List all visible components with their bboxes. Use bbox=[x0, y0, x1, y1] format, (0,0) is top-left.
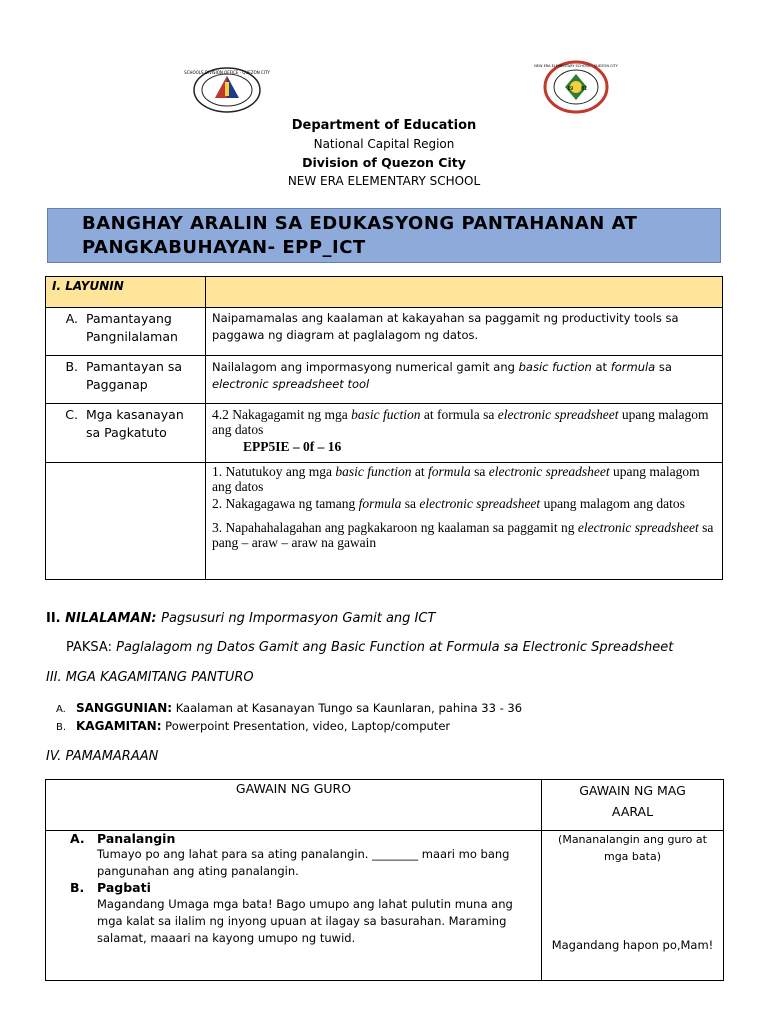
col-teacher-header: GAWAIN NG GURO bbox=[46, 780, 542, 831]
student-response-2: Magandang hapon po,Mam! bbox=[551, 938, 714, 952]
objectives-heading: I. LAYUNIN bbox=[46, 277, 206, 308]
title-line-2: PANGKABUHAYAN- EPP_ICT bbox=[82, 237, 366, 258]
header-region: National Capital Region bbox=[313, 137, 455, 151]
objective-letter: B. bbox=[65, 359, 78, 374]
materials-heading: III. MGA KAGAMITANG PANTURO bbox=[46, 670, 254, 685]
step-b-title: B. Pagbati bbox=[70, 880, 151, 895]
procedure-body-row bbox=[46, 831, 724, 981]
objective-letter: A. bbox=[65, 311, 78, 326]
paksa-value: Paglalagom ng Datos Gamit ang Basic Function at Formula sa Electronic Spreadsheet bbox=[116, 640, 674, 655]
objective-row-c bbox=[46, 404, 723, 463]
objective-row-b bbox=[46, 356, 723, 404]
header-division: Division of Quezon City bbox=[302, 155, 466, 170]
seal-year-right: 81 bbox=[581, 86, 588, 92]
objective-content-a: Naipamamalas ang kaalaman at kakayahan sa paggamit ng productivity tools sa paggawa ng diagram at paglalagom ng datos. bbox=[206, 308, 723, 356]
student-response-1: (Mananalangin ang guro at mga bata) bbox=[558, 833, 707, 863]
objective-label-text: Mga kasanayan sa Pagkatuto bbox=[86, 407, 184, 440]
lesson-plan-title bbox=[47, 208, 721, 263]
division-office-seal bbox=[184, 66, 270, 114]
specific-objective-1: 1. Natutukoy ang mga basic function at formula sa electronic spreadsheet upang malagom ang datos bbox=[212, 464, 700, 494]
school-seal bbox=[534, 60, 618, 114]
objectives-header-row bbox=[46, 277, 723, 308]
procedure-heading: IV. PAMAMARAAN bbox=[46, 749, 159, 764]
objective-label-text: Pamantayang Pangnilalaman bbox=[86, 311, 178, 344]
header-department: Department of Education bbox=[291, 118, 477, 133]
objective-label-b bbox=[46, 356, 206, 404]
objective-letter: C. bbox=[65, 407, 78, 422]
objectives-table bbox=[45, 276, 723, 580]
objective-content-c: 4.2 Nakagagamit ng mga basic fuction at formula sa electronic spreadsheet upang malagom ang datos EPP5IE – 0f – 16 bbox=[206, 404, 723, 463]
teacher-activities bbox=[46, 831, 542, 981]
materials-item-a: A. SANGGUNIAN: Kaalaman at Kasanayan Tungo sa Kaunlaran, pahina 33 - 36 bbox=[56, 701, 523, 715]
materials-item-b: B. KAGAMITAN: Powerpoint Presentation, video, Laptop/computer bbox=[56, 719, 451, 733]
content-value: Pagsusuri ng Impormasyon Gamit ang ICT bbox=[161, 611, 436, 626]
content-section: II. NILALAMAN: Pagsusuri ng Impormasyon Gamit ang ICT bbox=[46, 611, 436, 626]
objective-label-text: Pamantayan sa Pagganap bbox=[86, 359, 183, 392]
procedure-table bbox=[45, 779, 724, 981]
specific-objectives-row bbox=[46, 463, 723, 580]
objective-label-a bbox=[46, 308, 206, 356]
title-line-1: BANGHAY ARALIN SA EDUKASYONG PANTAHANAN AT bbox=[82, 213, 638, 234]
seal-ring-text: SCHOOLS DIVISION OFFICE · QUEZON CITY bbox=[184, 70, 270, 75]
objective-content-b: Nailalagom ang impormasyong numerical gamit ang basic fuction at formula sa electronic spreadsheet tool bbox=[206, 356, 723, 404]
paksa-line: PAKSA: Paglalagom ng Datos Gamit ang Basic Function at Formula sa Electronic Spreadsheet bbox=[66, 640, 674, 655]
specific-objectives bbox=[206, 463, 723, 580]
competency-code: EPP5IE – 0f – 16 bbox=[243, 439, 342, 454]
objectives-header-empty bbox=[206, 277, 723, 308]
specific-objective-2: 2. Nakagagawa ng tamang formula sa electronic spreadsheet upang malagom ang datos bbox=[212, 496, 685, 511]
student-activities bbox=[542, 831, 724, 981]
step-b-text: Magandang Umaga mga bata! Bago umupo ang lahat pulutin muna ang mga kalat sa ilalim ng inyong upuan at ilagay sa basurahan. Maraming salamat, maaari na kayong umupo ng tuwid. bbox=[97, 897, 513, 945]
seal-ring-text: NEW ERA ELEMENTARY SCHOOL · QUEZON CITY bbox=[534, 64, 618, 68]
seal-year-left: 19 bbox=[567, 86, 574, 92]
objective-row-a bbox=[46, 308, 723, 356]
header-school: NEW ERA ELEMENTARY SCHOOL bbox=[287, 174, 481, 188]
objective-label-c bbox=[46, 404, 206, 463]
col-student-header: GAWAIN NG MAG AARAL bbox=[542, 780, 724, 831]
step-a-title: A. Panalangin bbox=[70, 831, 176, 846]
step-a-text: Tumayo po ang lahat para sa ating panalangin. ________ maari mo bang pangunahan ang ating panalangin. bbox=[97, 847, 510, 878]
specific-objective-3: 3. Napahahalagahan ang pagkakaroon ng kaalaman sa paggamit ng electronic spreadsheet sa pang – araw – araw na gawain bbox=[212, 520, 714, 550]
specific-objectives-empty bbox=[46, 463, 206, 580]
procedure-header-row bbox=[46, 780, 724, 831]
